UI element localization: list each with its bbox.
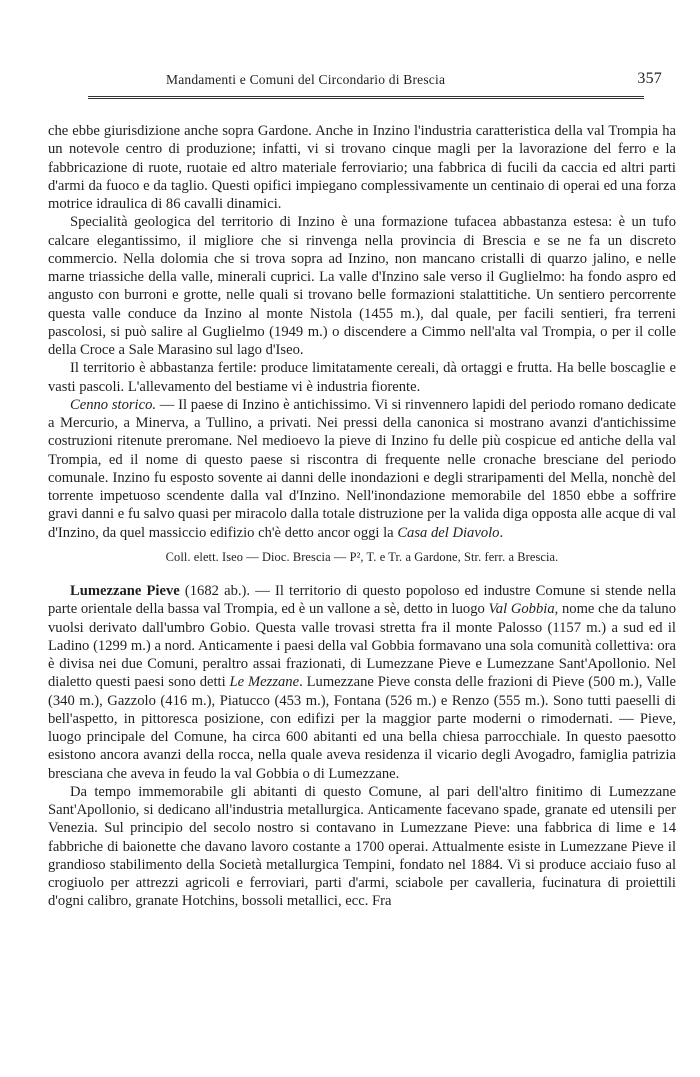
body-text (48, 122, 676, 911)
paragraph-cenno-storico (48, 396, 676, 542)
cenno-storico-label: Cenno storico. (70, 396, 157, 413)
page-header (48, 68, 676, 92)
header-rule (88, 96, 644, 99)
entry-population: (1682 ab.). (179, 583, 251, 599)
citation-line: Coll. elett. Iseo — Dioc. Brescia — P², T. e Tr. a Gardone, Str. ferr. a Brescia. (165, 549, 559, 564)
lumezzane-text-a: — Il territorio di questo popoloso ed industre Comune si stende nella parte orientale della bassa val Trompia, ed è un vallone a sè, detto in luogo (48, 583, 676, 618)
entry-title: Lumezzane Pieve (70, 583, 180, 599)
le-mezzane: Le Mezzane (229, 674, 300, 691)
paragraph-lumezzane-pieve (48, 582, 676, 783)
paragraph-gardone-continuation: che ebbe giurisdizione anche sopra Gardone. Anche in Inzino l'industria caratteristica della val Trompia ha un notevole centro di produzione; infatti, vi si trovano cinque magli per la lavorazione del ferro e la fabbricazione di ruote, ruotaie ed altro materiale ferroviario; una fabbrica di fucili da caccia ed altri parti d'armi da fuoco e da taglio. Questi opifici impiegano complessivamente un centinaio di operai ed una forza motrice idraulica di 86 cavalli dinamici. (48, 123, 676, 212)
page-number: 357 (637, 70, 662, 87)
paragraph-territorio: Il territorio è abbastanza fertile: produce limitatamente cereali, dà ortaggi e frutta. Ha belle boscaglie e vasti pascoli. L'allevamento del bestiame vi è industria fiorente. (48, 360, 676, 395)
paragraph-industria: Da tempo immemorabile gli abitanti di questo Comune, al pari dell'altro finitimo di Lumezzane Sant'Apollonio, si dedicano all'industria metallurgica. Anticamente facevano spade, granate ed utensili per Venezia. Sul principio del secolo nostro si contavano in Lumezzane Pieve: una fabbrica di lime e 14 fabbriche di baionette che davano lavoro costante a 1700 operai. Attualmente esiste in Lumezzane Pieve il grandioso stabilimento della Società metallurgica Tempini, fondato nel 1884. Vi si produce acciaio fuso al crogiuolo per attrezzi agricoli e ferroviari, parti d'armi, sciabole per cavalleria, fucinatura di proiettili d'ogni calibro, granate Hotchins, bossoli metallici, ecc. Fra (48, 783, 676, 910)
casa-del-diavolo: Casa del Diavolo (397, 524, 500, 541)
val-gobbia: Val Gobbia (488, 601, 555, 618)
cenno-storico-text: — Il paese di Inzino è antichissimo. Vi si rinvennero lapidi del periodo romano dedicate a Mercurio, a Minerva, a Tullino, a privati. Nei pressi della canonica si mostrano avanzi d'antichissime costruzioni ritenute preromane. Nel medioevo la pieve di Inzino fu delle più cospicue ed antiche della val Trompia, ed il nome di questo paese si riscontra di frequente nelle cronache bresciane del periodo comunale. Inzino fu esposto sovente ai danni delle inondazioni e degli straripamenti del Mella, nonchè del torrente impetuoso scendente dalla val d'Inzino. Nell'inondazione memorabile del 1850 ebbe a soffrire gravi danni e fu salvo quasi per miracolo dalla totale distruzione per la valida diga opposta alle acque di val d'Inzino, da quel massiccio edifizio ch'è detto ancor oggi la (48, 396, 676, 541)
cenno-storico-end: . (499, 524, 504, 541)
section-spacer (48, 566, 676, 582)
paragraph-specialita-geologica: Specialità geologica del territorio di Inzino è una formazione tufacea abbastanza estesa: è un tufo calcare elegantissimo, il migliore che si rinvenga nella provincia di Brescia e se ne fa un discreto commercio. Nella dolomia che si trova sopra ad Inzino, non mancano cristalli di quarzo jalino, e nelle marne triassiche della valle, minerali cuprici. La valle d'Inzino sale verso il Guglielmo: ha fondo aspro ed angusto con burroni e grotte, nelle quali si trovano belle formazioni stalattitiche. Un sentiero percorrente questa valle conduce da Inzino al monte Nistola (1455 m.), dal quale, per facili sentieri, fra terreni pascolosi, si può salire al Guglielmo (1949 m.) o discendere a Cimmo nell'alta val Trompia, o per il colle della Croce a Sale Marasino sul lago d'Iseo. (48, 214, 676, 358)
running-title: Mandamenti e Comuni del Circondario di Brescia (166, 72, 446, 87)
book-page (48, 68, 676, 910)
lumezzane-text-c: . Lumezzane Pieve consta delle frazioni di Pieve (500 m.), Valle (340 m.), Gazzolo (416 m.), Piatucco (453 m.), Fontana (526 m.) e Renzo (555 m.). Sono tutti paeselli di bell'aspetto, in pittoresca posizione, con edifizi per la maggior parte moderni o rimodernati. — Pieve, luogo principale del Comune, ha circa 600 abitanti ed una bella chiesa parrocchiale. In questo paesotto esistono ancora avanzi della rocca, nella quale aveva residenza il vicario degli Avogadro, famiglia patrizia bresciana che aveva in feudo la val Gobbia o di Lumezzane. (48, 674, 676, 782)
lumezzane-text-b: , nome che da taluno vuolsi derivato dall'umbro Gobio. Questa valle trovasi stretta fra il monte Palosso (1157 m.) a sud ed il Ladino (1299 m.) a nord. Anticamente i paesi della val Gobbia formavano una sola comunità collettiva: ora è divisa nei due Comuni, peraltro assai frazionati, di Lumezzane Pieve e Lumezzane Sant'Apollonio. Nel dialetto questi paesi sono detti (48, 601, 676, 691)
